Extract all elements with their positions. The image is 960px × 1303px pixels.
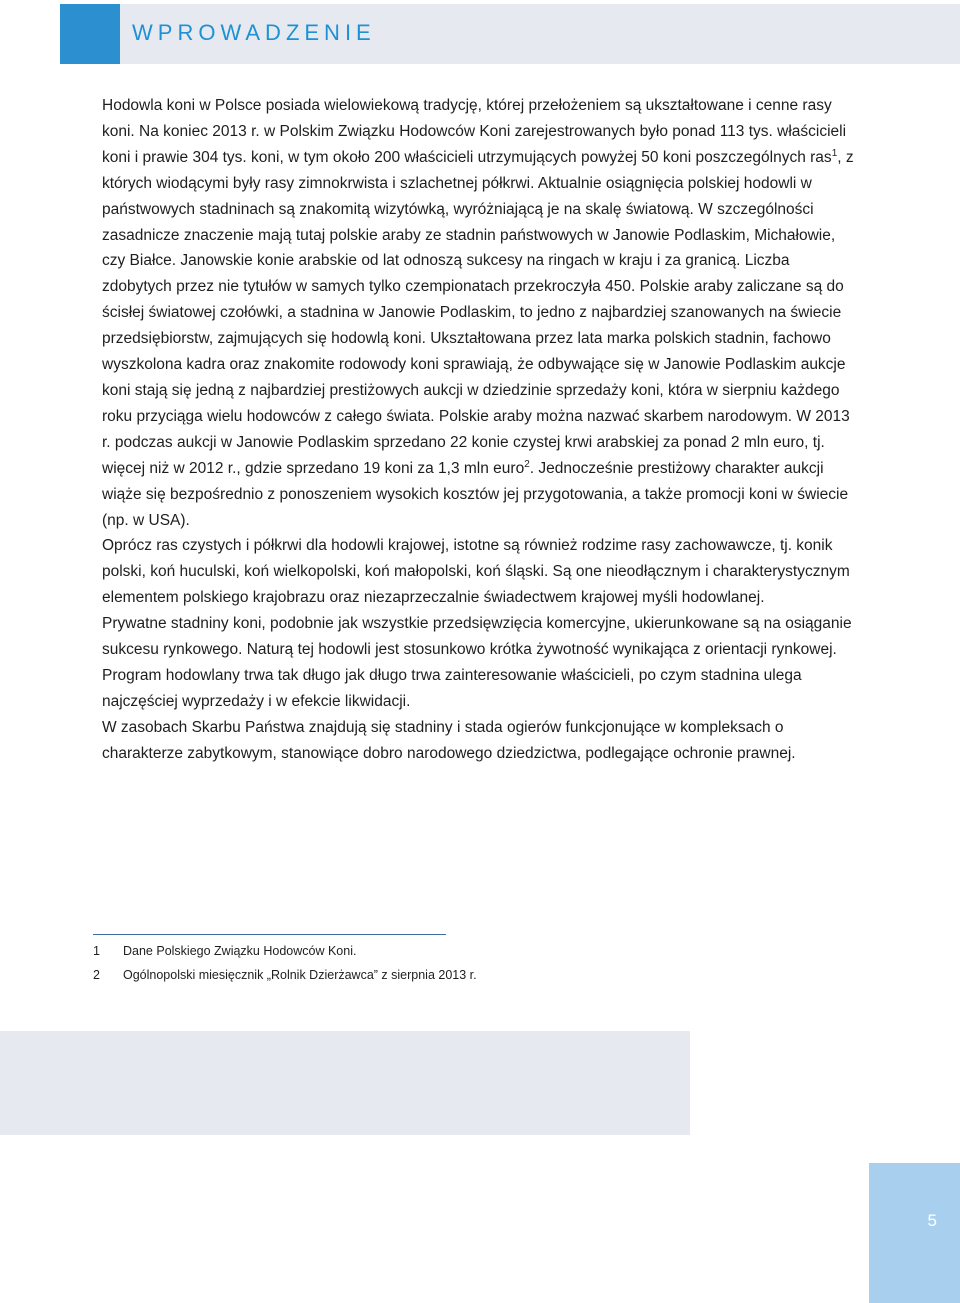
footnote-2 [93, 965, 693, 985]
page-title: WPROWADZENIE [132, 20, 376, 45]
header-accent-block [60, 4, 120, 64]
page-number-box [869, 1163, 960, 1303]
footnotes [93, 941, 693, 989]
footnote-text: Dane Polskiego Związku Hodowców Koni. [123, 944, 357, 958]
footnote-ref-2: 2 [524, 458, 530, 470]
footnote-1 [93, 941, 693, 961]
paragraph-1-part-c: . Jednocześnie prestiżowy charakter aukcji wiąże się bezpośrednio z ponoszeniem wysokich kosztów jej przygotowania, a także promocji koni w świecie (np. w USA). [102, 459, 849, 529]
paragraph-1-part-b: , z których wiodącymi były rasy zimnokrwista i szlachetnej półkrwi. Aktualnie osiągnięcia polskiej hodowli w państwowych stadninach są znakomitą wizytówką, wyróżniającą je na skalę światową. W szczególności zasadnicze znaczenie mają tutaj polskie araby ze stadnin państwowych w Janowie Podlaskim, Michałowie, czy Białce. Janowskie konie arabskie od lat odnoszą sukcesy na ringach w kraju i za granicą. Liczba zdobytych przez nie tytułów w samych tylko czempionatach przekroczyła 450. Polskie araby zaliczane są do ścisłej światowej czołówki, a stadnina w Janowie Podlaskim, to jedno z najbardziej szanowanych na świecie przedsiębiorstw, zajmujących się hodowlą koni. Ukształtowana przez lata marka polskich stadnin, fachowo wyszkolona kadra oraz znakomite rodowody koni sprawiają, że odbywające się w Janowie Podlaskim aukcje koni stają się jedną z najbardziej prestiżowych aukcji w dziedzinie sprzedaży koni, która w sierpniu każdego roku przyciąga wielu hodowców z całego świata. Polskie araby można nazwać skarbem narodowym. W 2013 r. podczas aukcji w Janowie Podlaskim sprzedano 22 konie czystej krwi arabskiej za ponad 2 mln euro, tj. więcej niż w 2012 r., gdzie sprzedano 19 koni za 1,3 mln euro [102, 148, 854, 477]
body-text [102, 93, 862, 767]
footnote-separator [93, 934, 446, 935]
footnote-ref-1: 1 [831, 147, 838, 159]
footnote-number: 2 [93, 968, 100, 982]
paragraph-1-part-a: Hodowla koni w Polsce posiada wielowiekową tradycję, której przełożeniem są ukształtowane i cenne rasy koni. Na koniec 2013 r. w Polskim Związku Hodowców Koni zarejestrowanych było ponad 113 tys. właścicieli koni i prawie 304 tys. koni, w tym około 200 właścicieli utrzymujących powyżej 50 koni poszczególnych ras [102, 97, 847, 166]
paragraph-1 [102, 93, 862, 533]
paragraph-4: W zasobach Skarbu Państwa znajdują się stadniny i stada ogierów funkcjonujące w kompleksach o charakterze zabytkowym, stanowiące dobro narodowego dziedzictwa, podlegające ochronie prawnej. [102, 718, 796, 762]
footnote-number: 1 [93, 944, 100, 958]
paragraph-2: Oprócz ras czystych i półkrwi dla hodowli krajowej, istotne są również rodzime rasy zachowawcze, tj. konik polski, koń huculski, koń wielkopolski, koń małopolski, koń śląski. Są one nieodłącznym i charakterystycznym elementem polskiego krajobrazu oraz niezaprzeczalnie świadectwem krajowej myśli hodowlanej. [102, 537, 850, 607]
page-number: 5 [927, 1211, 937, 1230]
footnote-text: Ogólnopolski miesięcznik „Rolnik Dzierżawca” z sierpnia 2013 r. [123, 968, 477, 982]
bottom-decor-panel [0, 1031, 690, 1135]
paragraph-3: Prywatne stadniny koni, podobnie jak wszystkie przedsięwzięcia komercyjne, ukierunkowane są na osiąganie sukcesu rynkowego. Naturą tej hodowli jest stosunkowo krótka żywotność wynikająca z orientacji rynkowej. Program hodowlany trwa tak długo jak długo trwa zainteresowanie właścicieli, po czym stadnina ulega najczęściej wyprzedaży i w efekcie likwidacji. [102, 615, 852, 710]
